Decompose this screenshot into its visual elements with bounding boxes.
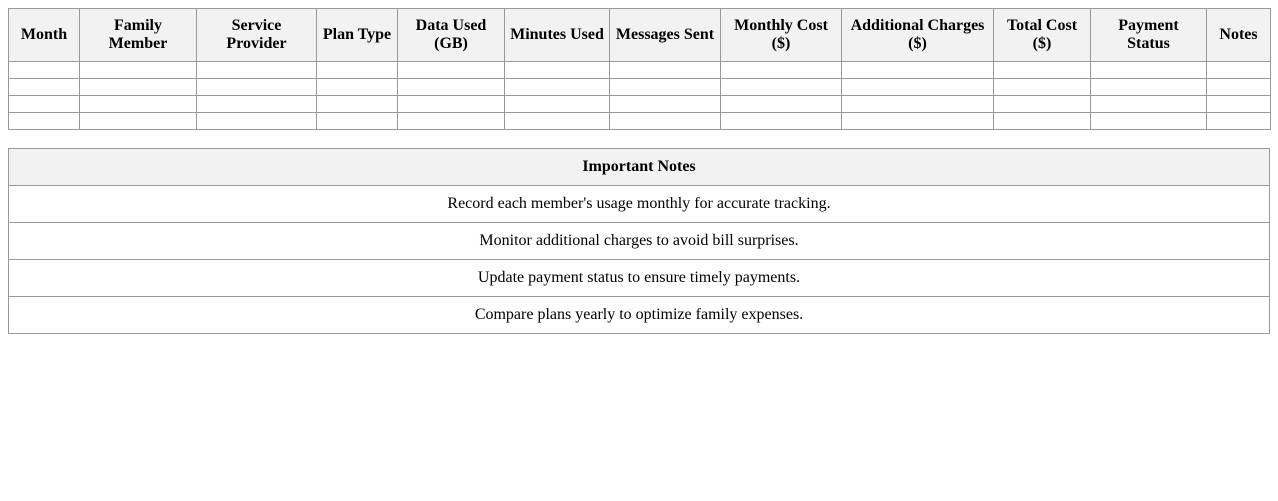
table-cell[interactable] bbox=[80, 96, 197, 113]
header-notes: Notes bbox=[1207, 9, 1271, 62]
table-cell[interactable] bbox=[994, 62, 1091, 79]
table-cell[interactable] bbox=[317, 113, 398, 130]
table-cell[interactable] bbox=[1207, 113, 1271, 130]
table-cell[interactable] bbox=[1091, 79, 1207, 96]
table-cell[interactable] bbox=[610, 79, 721, 96]
table-cell[interactable] bbox=[1207, 62, 1271, 79]
table-cell[interactable] bbox=[1091, 62, 1207, 79]
header-payment-status: Payment Status bbox=[1091, 9, 1207, 62]
table-cell[interactable] bbox=[317, 96, 398, 113]
table-cell[interactable] bbox=[317, 79, 398, 96]
header-row bbox=[9, 9, 1271, 62]
table-cell[interactable] bbox=[721, 79, 842, 96]
table-cell[interactable] bbox=[721, 96, 842, 113]
note-item: Record each member's usage monthly for accurate tracking. bbox=[9, 186, 1270, 223]
note-item: Monitor additional charges to avoid bill surprises. bbox=[9, 223, 1270, 260]
header-service-provider: Service Provider bbox=[197, 9, 317, 62]
header-total-cost: Total Cost ($) bbox=[994, 9, 1091, 62]
header-minutes-used: Minutes Used bbox=[505, 9, 610, 62]
table-cell[interactable] bbox=[80, 113, 197, 130]
table-cell[interactable] bbox=[842, 79, 994, 96]
header-family-member: Family Member bbox=[80, 9, 197, 62]
note-row bbox=[9, 223, 1270, 260]
table-cell[interactable] bbox=[1207, 96, 1271, 113]
table-cell[interactable] bbox=[842, 62, 994, 79]
header-data-used: Data Used (GB) bbox=[398, 9, 505, 62]
table-cell[interactable] bbox=[721, 113, 842, 130]
table-cell[interactable] bbox=[994, 79, 1091, 96]
header-messages-sent: Messages Sent bbox=[610, 9, 721, 62]
table-cell[interactable] bbox=[9, 96, 80, 113]
header-month: Month bbox=[9, 9, 80, 62]
header-additional-charges: Additional Charges ($) bbox=[842, 9, 994, 62]
note-item: Update payment status to ensure timely payments. bbox=[9, 260, 1270, 297]
table-cell[interactable] bbox=[398, 96, 505, 113]
table-cell[interactable] bbox=[1091, 96, 1207, 113]
table-cell[interactable] bbox=[9, 113, 80, 130]
table-row bbox=[9, 113, 1271, 130]
note-row bbox=[9, 186, 1270, 223]
table-cell[interactable] bbox=[398, 113, 505, 130]
table-cell[interactable] bbox=[505, 113, 610, 130]
note-item: Compare plans yearly to optimize family expenses. bbox=[9, 297, 1270, 334]
usage-table bbox=[8, 8, 1271, 130]
table-cell[interactable] bbox=[197, 113, 317, 130]
table-cell[interactable] bbox=[610, 96, 721, 113]
header-plan-type: Plan Type bbox=[317, 9, 398, 62]
note-row bbox=[9, 260, 1270, 297]
table-cell[interactable] bbox=[1091, 113, 1207, 130]
table-row bbox=[9, 96, 1271, 113]
table-cell[interactable] bbox=[80, 79, 197, 96]
table-cell[interactable] bbox=[505, 62, 610, 79]
table-cell[interactable] bbox=[317, 62, 398, 79]
table-cell[interactable] bbox=[610, 62, 721, 79]
table-cell[interactable] bbox=[994, 96, 1091, 113]
table-cell[interactable] bbox=[197, 62, 317, 79]
table-cell[interactable] bbox=[505, 79, 610, 96]
table-cell[interactable] bbox=[197, 79, 317, 96]
notes-header-row bbox=[9, 149, 1270, 186]
table-cell[interactable] bbox=[842, 113, 994, 130]
table-row bbox=[9, 62, 1271, 79]
note-row bbox=[9, 297, 1270, 334]
table-cell[interactable] bbox=[610, 113, 721, 130]
table-cell[interactable] bbox=[9, 79, 80, 96]
table-cell[interactable] bbox=[505, 96, 610, 113]
table-cell[interactable] bbox=[994, 113, 1091, 130]
table-row bbox=[9, 79, 1271, 96]
table-cell[interactable] bbox=[9, 62, 80, 79]
table-cell[interactable] bbox=[721, 62, 842, 79]
table-cell[interactable] bbox=[842, 96, 994, 113]
header-monthly-cost: Monthly Cost ($) bbox=[721, 9, 842, 62]
table-cell[interactable] bbox=[80, 62, 197, 79]
table-cell[interactable] bbox=[197, 96, 317, 113]
important-notes-table bbox=[8, 148, 1270, 334]
notes-title: Important Notes bbox=[9, 149, 1270, 186]
table-cell[interactable] bbox=[398, 62, 505, 79]
table-cell[interactable] bbox=[398, 79, 505, 96]
table-cell[interactable] bbox=[1207, 79, 1271, 96]
